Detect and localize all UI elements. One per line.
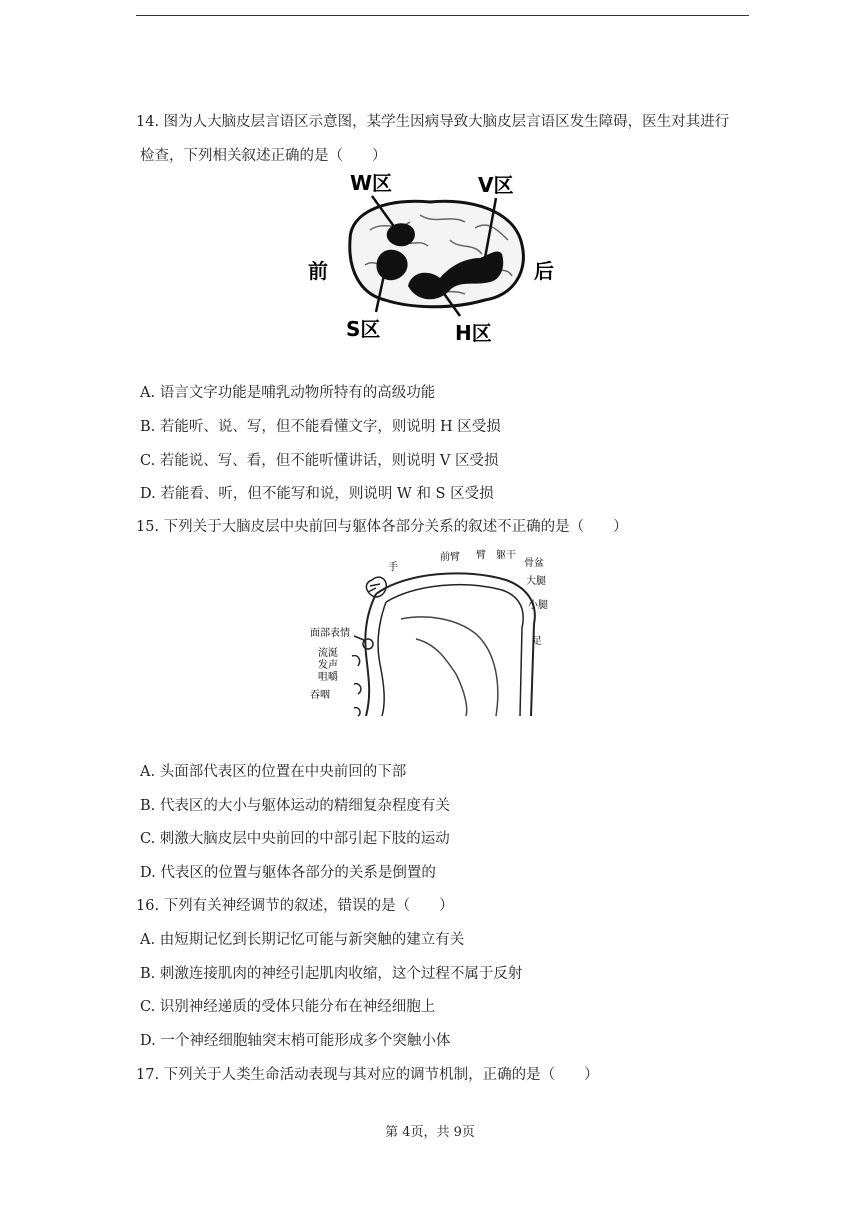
- q15-option-b: B. 代表区的大小与躯体运动的精细复杂程度有关: [140, 798, 450, 814]
- label-foot: 足: [532, 636, 542, 647]
- q16-option-d: D. 一个神经细胞轴突末梢可能形成多个突触小体: [140, 1033, 451, 1049]
- motor-cortex-homunculus-figure: [306, 544, 556, 724]
- q14-option-d: D. 若能看、听，但不能写和说，则说明 W 和 S 区受损: [140, 486, 494, 502]
- q16-option-b: B. 刺激连接肌肉的神经引起肌肉收缩，这个过程不属于反射: [140, 966, 523, 982]
- q16-option-a: A. 由短期记忆到长期记忆可能与新突触的建立有关: [140, 932, 465, 948]
- back-label: 后: [534, 259, 554, 283]
- label-forearm: 前臂: [440, 552, 460, 563]
- label-swallowing: 吞咽: [310, 690, 330, 701]
- label-vocalization: 发声: [318, 660, 338, 671]
- label-trunk: 躯干: [496, 550, 516, 561]
- q16-stem: 16. 下列有关神经调节的叙述，错误的是（ ）: [136, 898, 454, 914]
- label-thigh: 大腿: [526, 576, 546, 587]
- q17-stem: 17. 下列关于人类生命活动表现与其对应的调节机制，正确的是（ ）: [136, 1067, 599, 1083]
- v-area-label: V区: [478, 173, 514, 197]
- q14-stem-line2: 检查，下列相关叙述正确的是（ ）: [140, 148, 387, 164]
- q14-option-b: B. 若能听、说、写，但不能看懂文字，则说明 H 区受损: [140, 419, 501, 435]
- s-area-label: S区: [346, 317, 381, 341]
- label-pelvis: 骨盆: [524, 558, 544, 569]
- label-shank: 小腿: [528, 600, 548, 611]
- front-label: 前: [308, 259, 328, 283]
- q14-stem-line1: 14. 图为人大脑皮层言语区示意图，某学生因病导致大脑皮层言语区发生障碍，医生对其进行: [136, 114, 730, 130]
- brain-language-area-figure: [300, 170, 560, 345]
- w-area-label: W区: [350, 171, 393, 195]
- h-area-label: H区: [455, 321, 492, 345]
- q14-option-a: A. 语言文字功能是哺乳动物所特有的高级功能: [140, 385, 436, 401]
- q15-option-d: D. 代表区的位置与躯体各部分的关系是倒置的: [140, 865, 436, 881]
- label-hand: 手: [388, 562, 398, 573]
- label-facial-expression: 面部表情: [310, 628, 350, 639]
- q16-option-c: C. 识别神经递质的受体只能分布在神经细胞上: [140, 999, 436, 1015]
- label-chewing: 咀嚼: [318, 672, 338, 683]
- header-rule: [136, 15, 749, 16]
- q15-stem: 15. 下列关于大脑皮层中央前回与躯体各部分关系的叙述不正确的是（ ）: [136, 519, 628, 535]
- q15-option-a: A. 头面部代表区的位置在中央前回的下部: [140, 764, 407, 780]
- label-salivation: 流涎: [318, 648, 338, 659]
- page-footer: 第 4页，共 9页: [385, 1125, 475, 1140]
- label-arm: 臂: [476, 550, 486, 561]
- q14-option-c: C. 若能说、写、看，但不能听懂讲话，则说明 V 区受损: [140, 453, 499, 469]
- q15-option-c: C. 刺激大脑皮层中央前回的中部引起下肢的运动: [140, 831, 450, 847]
